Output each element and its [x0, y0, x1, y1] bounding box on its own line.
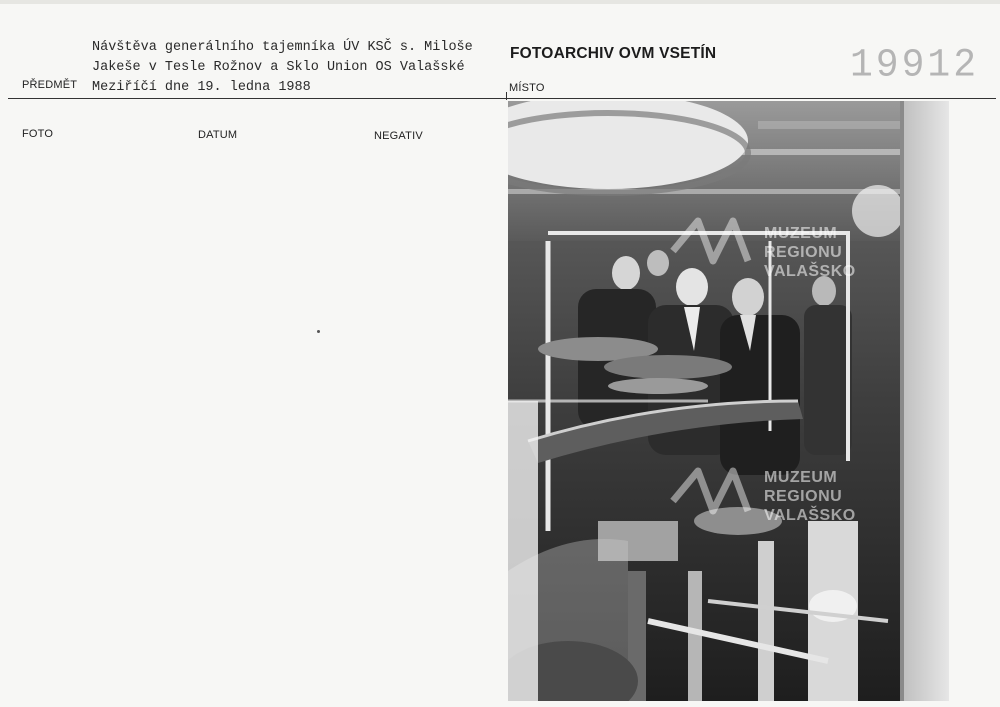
photo-scene [508, 101, 949, 701]
negative-field-label: NEGATIV [374, 130, 423, 142]
subject-label: PŘEDMĚT [22, 79, 78, 91]
subject-line-1: Návštěva generálního tajemníka ÚV KSČ s. Miloše [92, 40, 473, 55]
place-label: MÍSTO [509, 82, 545, 94]
watermark-line: MUZEUM [764, 469, 838, 486]
subject-text [92, 38, 507, 98]
watermark-text-top [764, 224, 856, 281]
watermark-line: VALAŠSKO [764, 507, 856, 524]
subject-line-3: Meziříčí dne 19. ledna 1988 [92, 80, 311, 95]
subject-line-2: Jakeše v Tesle Rožnov a Sklo Union OS Valašské [92, 60, 465, 75]
archive-title: FOTOARCHIV OVM VSETÍN [510, 45, 717, 62]
watermark-line: REGIONU [764, 244, 843, 261]
watermark-line: MUZEUM [764, 225, 838, 242]
inventory-number: 19912 [850, 42, 980, 89]
watermark-line: REGIONU [764, 488, 843, 505]
photo-field-label: FOTO [22, 128, 54, 140]
archive-photo [508, 101, 949, 701]
header-rule [8, 98, 996, 99]
ink-dot [317, 330, 320, 333]
watermark-text-bottom [764, 468, 856, 525]
date-field-label: DATUM [198, 129, 238, 141]
card-top-edge [0, 0, 1000, 4]
header-rule-tick [506, 92, 507, 100]
watermark-line: VALAŠSKO [764, 263, 856, 280]
